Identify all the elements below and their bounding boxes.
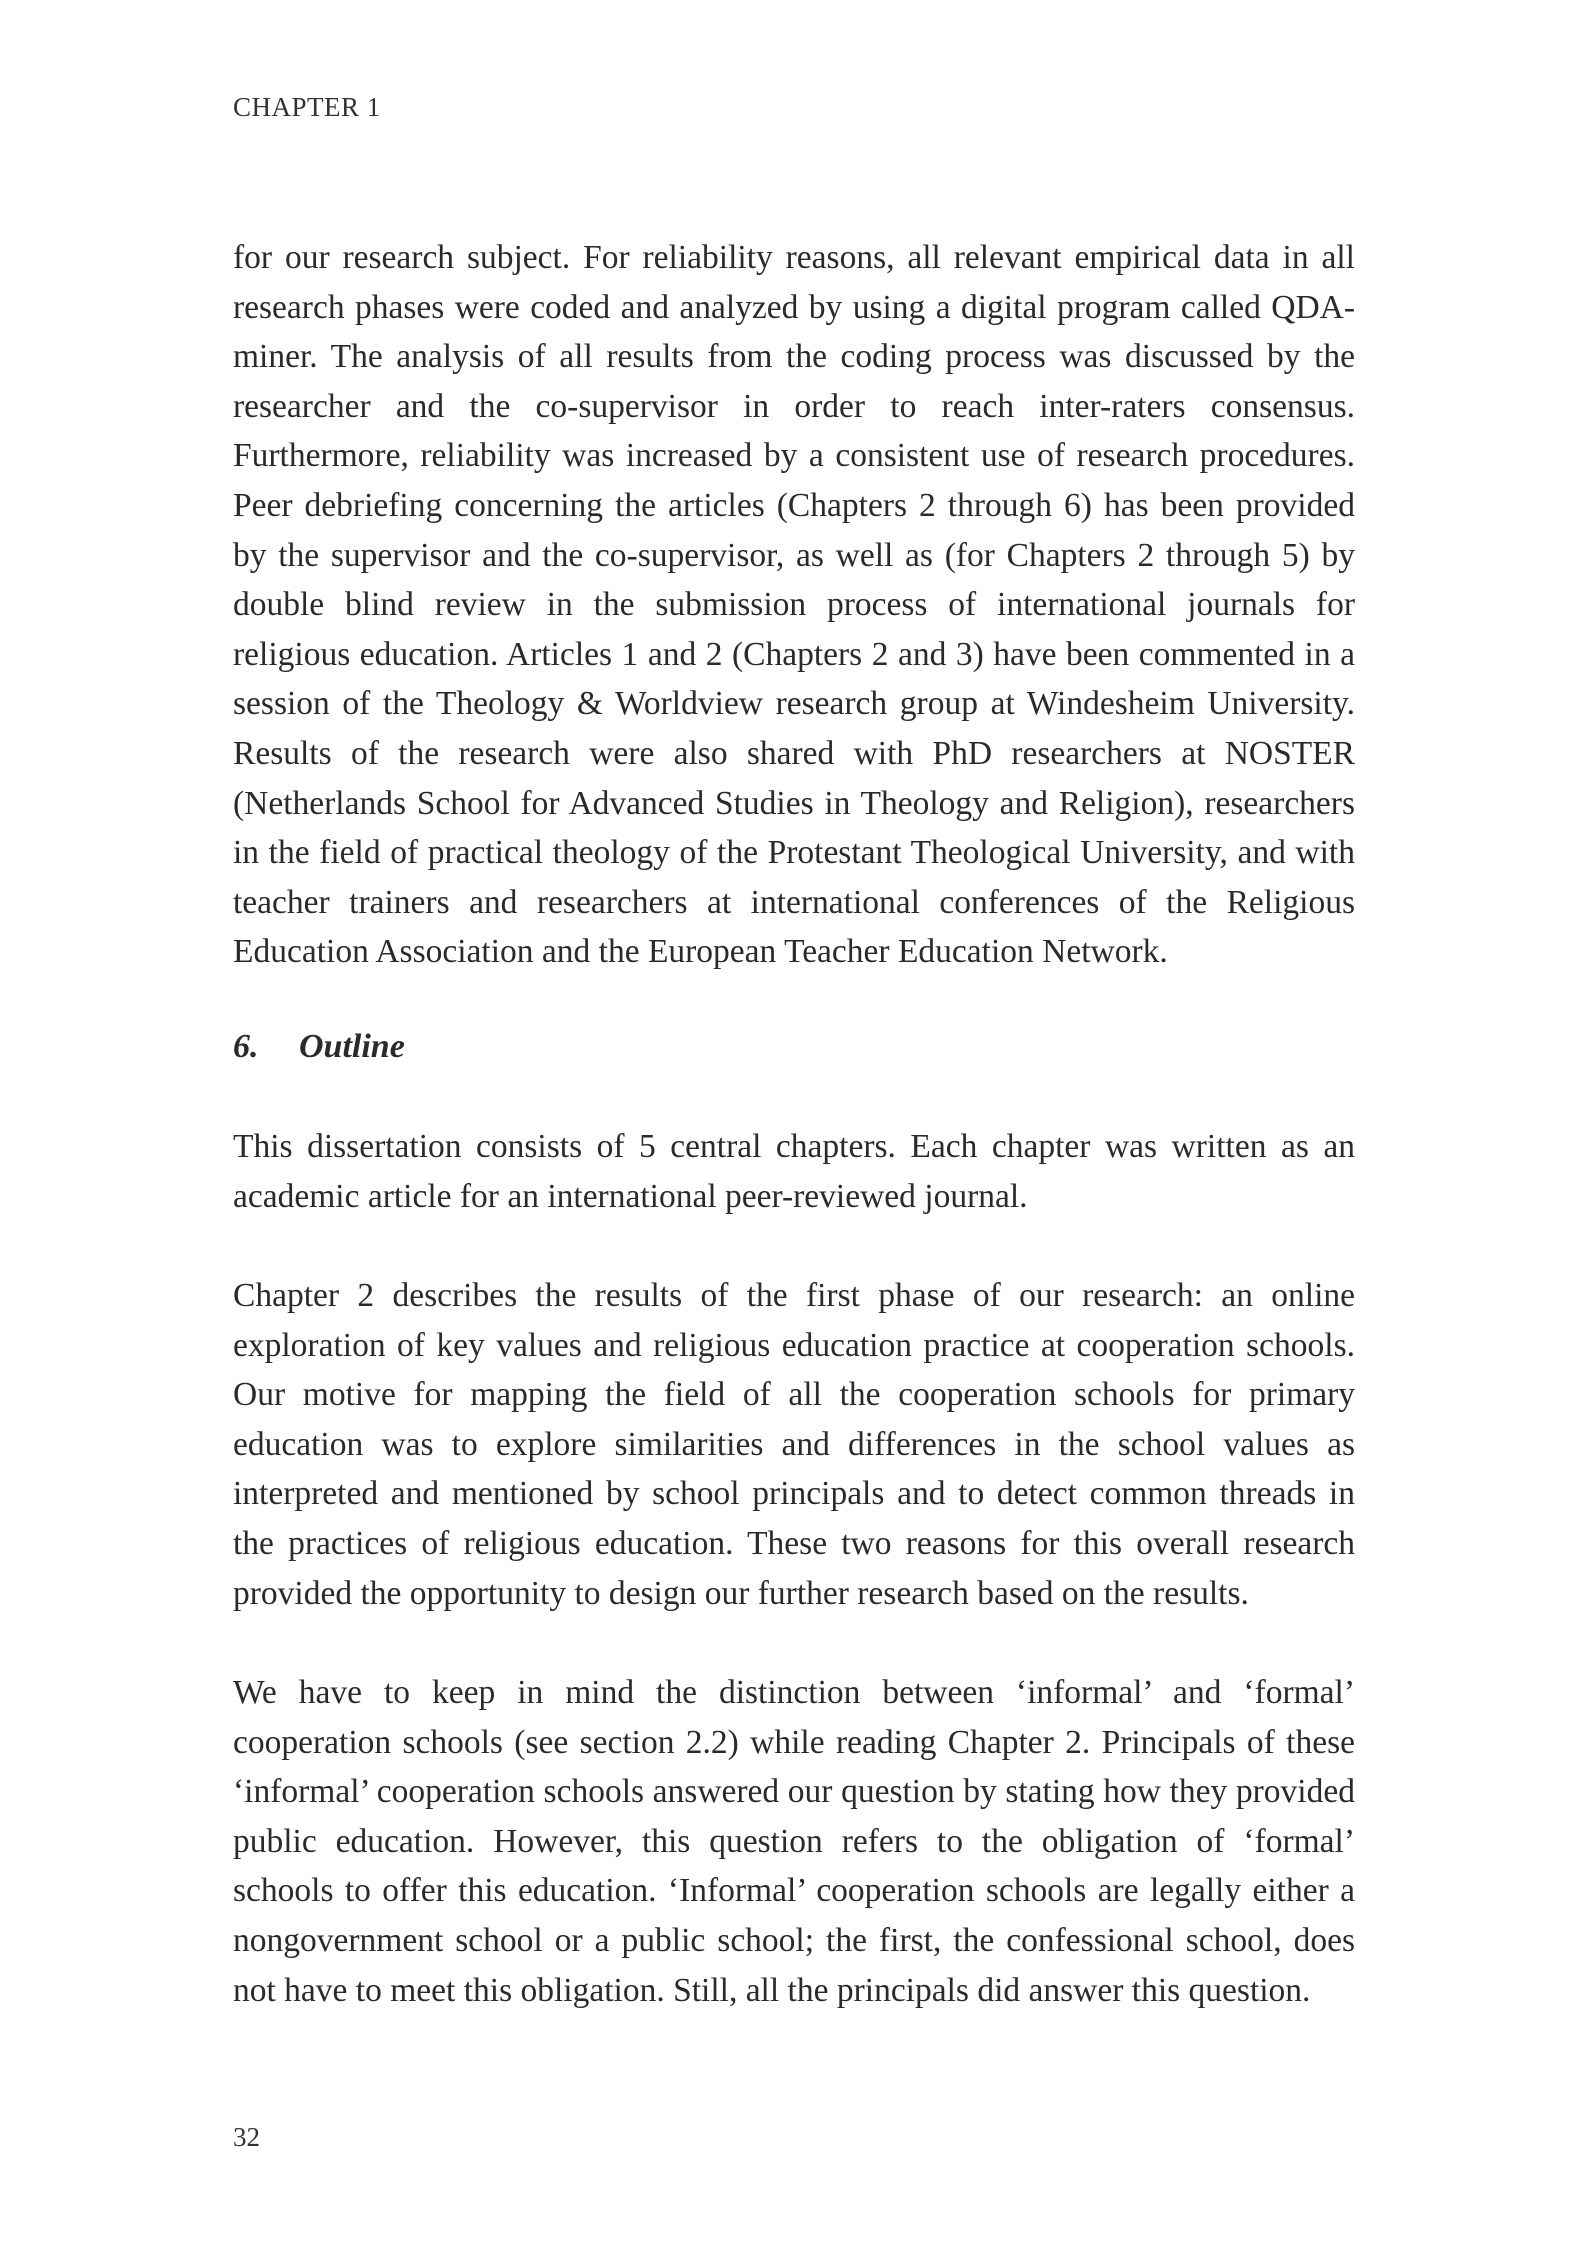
paragraph-dissertation-structure: This dissertation consists of 5 central chapters. Each chapter was written as an academic article for an international peer-reviewed journal. (233, 1128, 1355, 1215)
paragraph-chapter-2: Chapter 2 describes the results of the first phase of our research: an online exploration of key values and religious education practice at cooperation schools. Our motive for mapping the field of all the cooperation schools for primary education was to explore similarities and differences in the school values as interpreted and mentioned by school principals and to detect common threads in the practices of religious education. These two reasons for this overall research provided the opportunity to design our further research based on the results. (233, 1277, 1355, 1612)
section-number: 6. (233, 1028, 259, 1065)
paragraph-reliability: for our research subject. For reliability reasons, all relevant empirical data in all research phases were coded and analyzed by using a digital program called QDA-miner. The analysis of all results from the coding process was discussed by the researcher and the co-supervisor in order to reach inter-raters consensus. Furthermore, reliability was increased by a consistent use of research procedures. Peer debriefing concerning the articles (Chapters 2 through 6) has been provided by the supervisor and the co-supervisor, as well as (for Chapters 2 through 5) by double blind review in the submission process of international journals for religious education. Articles 1 and 2 (Chapters 2 and 3) have been commented in a session of the Theology & Worldview research group at Windesheim University. Results of the research were also shared with PhD researchers at NOSTER (Netherlands School for Advanced Studies in Theology and Religion), researchers in the field of practical theology of the Protestant Theological University, and with teacher trainers and researchers at international conferences of the Religious Education Association and the European Teacher Education Network. (233, 239, 1355, 971)
section-heading-outline (233, 1022, 405, 1072)
running-head: CHAPTER 1 (233, 92, 381, 122)
page-number: 32 (233, 2122, 260, 2152)
section-title: Outline (299, 1028, 405, 1065)
paragraph-informal-formal: We have to keep in mind the distinction between ‘informal’ and ‘formal’ cooperation schools (see section 2.2) while reading Chapter 2. Principals of these ‘informal’ cooperation schools answered our question by stating how they provided public education. However, this question refers to the obligation of ‘formal’ schools to offer this education. ‘Informal’ cooperation schools are legally either a nongovernment school or a public school; the first, the confessional school, does not have to meet this obligation. Still, all the principals did answer this question. (233, 1674, 1355, 2009)
